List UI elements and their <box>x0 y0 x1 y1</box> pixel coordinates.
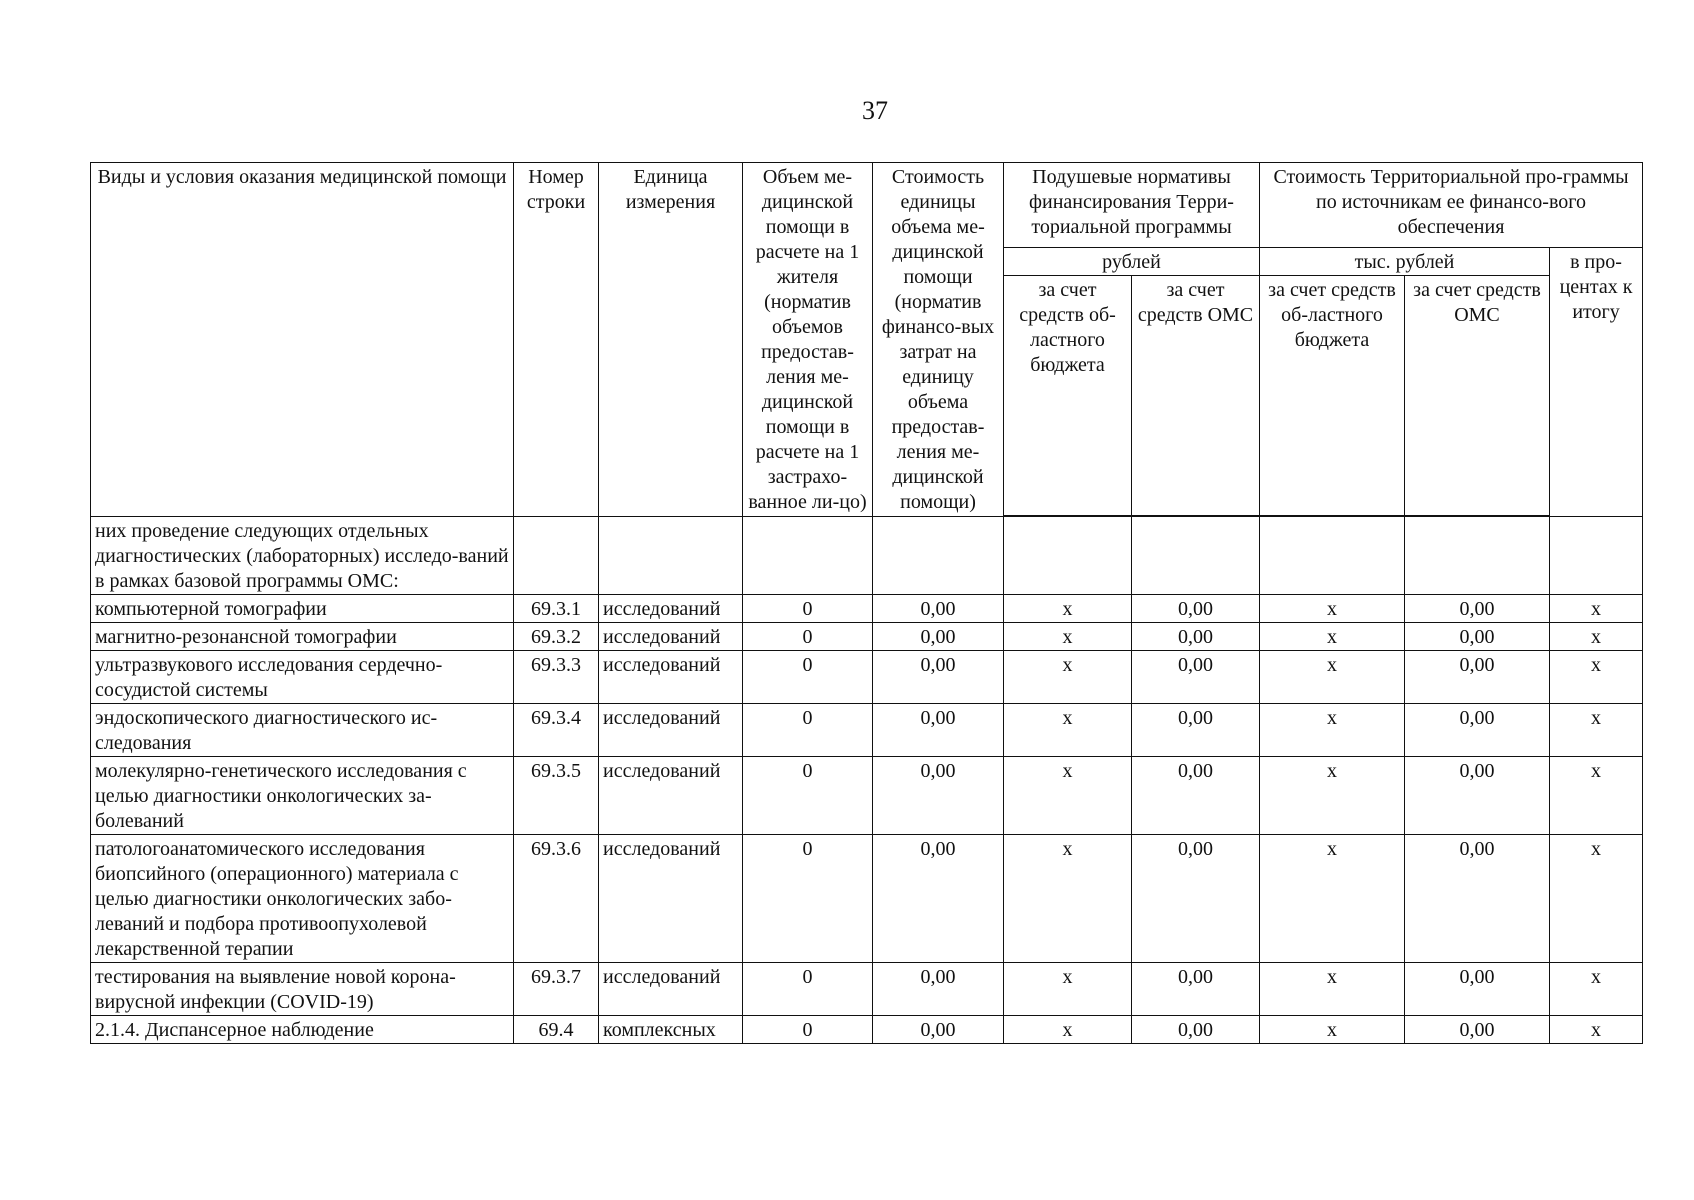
row-name: ультразвукового исследования сердечно-сосудистой системы <box>91 651 514 704</box>
row-pr-budget: х <box>1260 963 1405 1016</box>
row-number: 69.3.4 <box>514 704 599 757</box>
row-pc-oms: 0,00 <box>1132 757 1260 835</box>
intro-text: них проведение следующих отдельных диагностических (лабораторных) исследо-ваний в рамках базовой программы ОМС: <box>91 517 514 595</box>
row-percent: х <box>1550 704 1643 757</box>
row-percent: х <box>1550 963 1643 1016</box>
table-row <box>91 704 1643 757</box>
header-per-capita: Подушевые нормативы финансирования Терри-ториальной программы <box>1004 163 1260 248</box>
header-unit-thousand-rub: тыс. рублей <box>1260 248 1550 276</box>
row-volume: 0 <box>743 623 873 651</box>
header-unit-rub: рублей <box>1004 248 1260 276</box>
row-pc-oms: 0,00 <box>1132 623 1260 651</box>
row-pr-budget: х <box>1260 623 1405 651</box>
row-pc-oms: 0,00 <box>1132 963 1260 1016</box>
row-pr-oms: 0,00 <box>1405 757 1550 835</box>
row-pr-budget: х <box>1260 651 1405 704</box>
row-volume: 0 <box>743 835 873 963</box>
header-pr-regional-budget: за счет средств об-ластного бюджета <box>1260 276 1405 516</box>
table-row <box>91 757 1643 835</box>
row-cost: 0,00 <box>873 623 1004 651</box>
row-pr-budget: х <box>1260 704 1405 757</box>
row-name: эндоскопического диагностического ис-следования <box>91 704 514 757</box>
header-kind: Виды и условия оказания медицинской помощи <box>91 163 514 517</box>
row-volume: 0 <box>743 1016 873 1044</box>
row-pc-oms: 0,00 <box>1132 651 1260 704</box>
row-cost: 0,00 <box>873 595 1004 623</box>
row-pc-oms: 0,00 <box>1132 704 1260 757</box>
row-pr-budget: х <box>1260 1016 1405 1044</box>
intro-row <box>91 517 1643 595</box>
row-percent: х <box>1550 757 1643 835</box>
row-volume: 0 <box>743 595 873 623</box>
row-cost: 0,00 <box>873 704 1004 757</box>
header-percent: в про-центах к итогу <box>1550 248 1643 517</box>
header-program-cost: Стоимость Территориальной про-граммы по источникам ее финансо-вого обеспечения <box>1260 163 1643 248</box>
row-percent: х <box>1550 835 1643 963</box>
row-pr-oms: 0,00 <box>1405 835 1550 963</box>
row-cost: 0,00 <box>873 1016 1004 1044</box>
row-percent: х <box>1550 623 1643 651</box>
row-unit: исследований <box>599 757 743 835</box>
row-name: 2.1.4. Диспансерное наблюдение <box>91 1016 514 1044</box>
row-cost: 0,00 <box>873 757 1004 835</box>
row-name: тестирования на выявление новой корона-вирусной инфекции (COVID-19) <box>91 963 514 1016</box>
row-pr-oms: 0,00 <box>1405 595 1550 623</box>
row-unit: исследований <box>599 623 743 651</box>
page-number: 37 <box>862 96 888 125</box>
header-pc-oms: за счет средств ОМС <box>1132 276 1260 516</box>
row-pc-budget: х <box>1004 595 1132 623</box>
header-row-number: Номер строки <box>514 163 599 517</box>
financing-table <box>90 162 1643 1044</box>
row-unit: исследований <box>599 704 743 757</box>
header-unit: Единица измерения <box>599 163 743 517</box>
row-pc-budget: х <box>1004 757 1132 835</box>
table-row <box>91 835 1643 963</box>
row-volume: 0 <box>743 651 873 704</box>
header-pc-regional-budget: за счет средств об-ластного бюджета <box>1004 276 1132 516</box>
row-number: 69.4 <box>514 1016 599 1044</box>
row-number: 69.3.6 <box>514 835 599 963</box>
row-number: 69.3.5 <box>514 757 599 835</box>
row-percent: х <box>1550 651 1643 704</box>
table-header <box>91 163 1643 517</box>
table-row <box>91 623 1643 651</box>
row-cost: 0,00 <box>873 963 1004 1016</box>
row-number: 69.3.1 <box>514 595 599 623</box>
row-percent: х <box>1550 595 1643 623</box>
row-pc-budget: х <box>1004 651 1132 704</box>
row-volume: 0 <box>743 963 873 1016</box>
row-unit: комплексных <box>599 1016 743 1044</box>
table-row <box>91 963 1643 1016</box>
row-unit: исследований <box>599 963 743 1016</box>
row-pr-oms: 0,00 <box>1405 623 1550 651</box>
table-body <box>91 517 1643 595</box>
row-pc-oms: 0,00 <box>1132 595 1260 623</box>
header-volume: Объем ме-дицинской помощи в расчете на 1 жителя (норматив объемов предостав-ления ме-дицинской помощи в расчете на 1 застрахо-ванное ли-цо) <box>743 163 873 517</box>
row-number: 69.3.7 <box>514 963 599 1016</box>
table-row <box>91 651 1643 704</box>
row-volume: 0 <box>743 704 873 757</box>
table-row <box>91 1016 1643 1044</box>
row-cost: 0,00 <box>873 835 1004 963</box>
row-pr-oms: 0,00 <box>1405 963 1550 1016</box>
row-name: компьютерной томографии <box>91 595 514 623</box>
row-pc-budget: х <box>1004 1016 1132 1044</box>
row-unit: исследований <box>599 835 743 963</box>
row-unit: исследований <box>599 595 743 623</box>
row-pc-budget: х <box>1004 623 1132 651</box>
data-rows <box>91 595 1643 1044</box>
row-pr-budget: х <box>1260 835 1405 963</box>
row-cost: 0,00 <box>873 651 1004 704</box>
row-name: патологоанатомического исследования биопсийного (операционного) материала с целью диагностики онкологических забо-леваний и подбора противоопухолевой лекарственной терапии <box>91 835 514 963</box>
row-pr-budget: х <box>1260 595 1405 623</box>
row-unit: исследований <box>599 651 743 704</box>
row-pc-budget: х <box>1004 963 1132 1016</box>
row-pc-oms: 0,00 <box>1132 1016 1260 1044</box>
row-pc-oms: 0,00 <box>1132 835 1260 963</box>
row-volume: 0 <box>743 757 873 835</box>
header-pr-oms: за счет средств ОМС <box>1405 276 1550 516</box>
row-name: молекулярно-генетического исследования с целью диагностики онкологических за-болеваний <box>91 757 514 835</box>
row-pr-oms: 0,00 <box>1405 1016 1550 1044</box>
row-number: 69.3.3 <box>514 651 599 704</box>
row-percent: х <box>1550 1016 1643 1044</box>
row-name: магнитно-резонансной томографии <box>91 623 514 651</box>
row-pr-oms: 0,00 <box>1405 704 1550 757</box>
row-number: 69.3.2 <box>514 623 599 651</box>
table-row <box>91 595 1643 623</box>
row-pr-budget: х <box>1260 757 1405 835</box>
row-pc-budget: х <box>1004 704 1132 757</box>
header-cost: Стоимость единицы объема ме-дицинской помощи (норматив финансо-вых затрат на единицу объема предостав-ления ме-дицинской помощи) <box>873 163 1004 517</box>
row-pr-oms: 0,00 <box>1405 651 1550 704</box>
row-pc-budget: х <box>1004 835 1132 963</box>
